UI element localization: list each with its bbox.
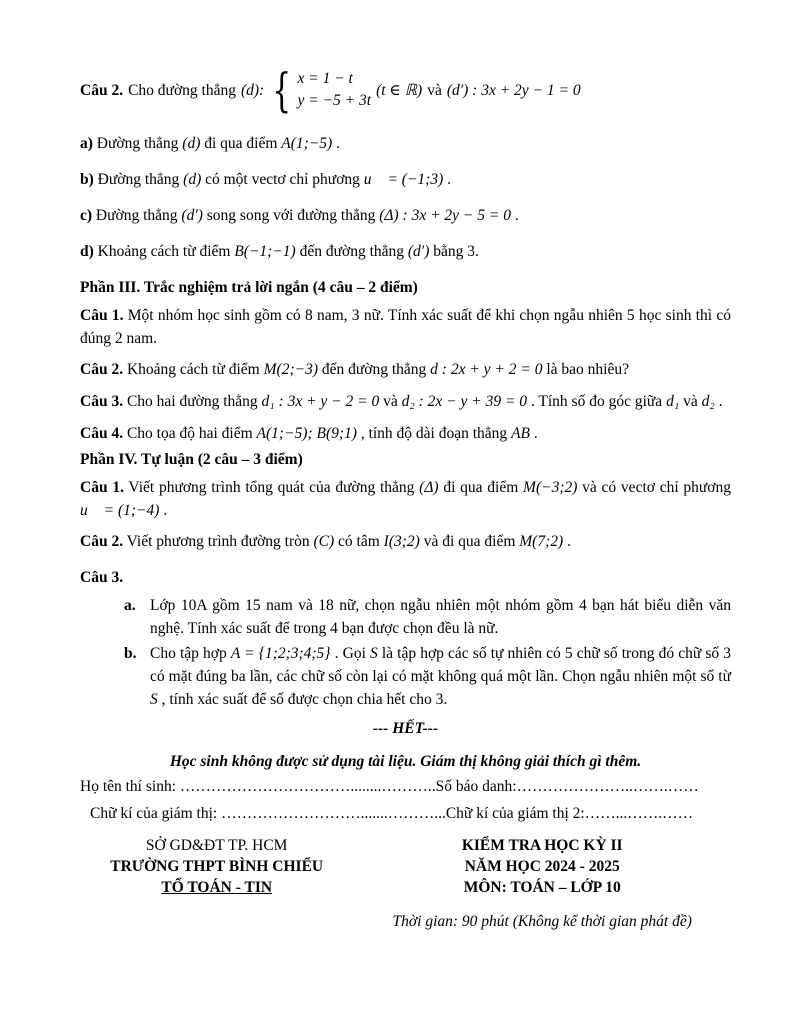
- item-a-text: Lớp 10A gồm 15 nam và 18 nữ, chọn ngẫu nhiên một nhóm gồm 4 bạn hát biểu diễn văn nghệ. Tính xác suất để trong 4 bạn được chọn đều là nữ.: [150, 597, 731, 637]
- equation-x: x = 1 − t: [297, 70, 353, 87]
- line-d-label: (d):: [240, 81, 265, 99]
- exam-title: KIỂM TRA HỌC KỲ II: [461, 837, 623, 854]
- item-marker-b: b.: [124, 645, 137, 662]
- statement-b: b) Đường thẳng (d) có một vectơ chỉ phương u⃗ = (−1;3) .: [80, 171, 451, 188]
- exam-info-column: [353, 835, 731, 932]
- school-info-column: [80, 835, 353, 932]
- part4-question-3-label: Câu 3.: [80, 569, 124, 586]
- part4-question-3b: [80, 642, 731, 711]
- equation-y: y = −5 + 3t: [297, 92, 372, 109]
- exam-duration: Thời gian: 90 phút (Không kể thời gian phát đề): [392, 913, 692, 930]
- footer-identification-block: [80, 835, 731, 932]
- end-of-exam-mark: --- HẾT---: [372, 720, 439, 737]
- part4-question-3a: [80, 594, 731, 640]
- department-name: SỞ GD&ĐT TP. HCM: [145, 837, 288, 854]
- school-name: TRƯỜNG THPT BÌNH CHIỂU: [110, 858, 324, 875]
- exam-school-year: NĂM HỌC 2024 - 2025: [464, 858, 620, 875]
- line-dprime-equation: (d′) : 3x + 2y − 1 = 0: [446, 81, 581, 99]
- part4-question-1: Câu 1. Viết phương trình tổng quát của đường thẳng (Δ) đi qua điểm M(−3;2) và có vectơ chỉ phương u⃗ = (1;−4) .: [80, 479, 731, 519]
- exam-notice: Học sinh không được sử dụng tài liệu. Giám thị không giải thích gì thêm.: [169, 753, 642, 770]
- subject-group-name: TỔ TOÁN - TIN: [161, 879, 273, 896]
- question-label: Câu 2.: [80, 81, 124, 99]
- statement-d: d) Khoảng cách từ điểm B(−1;−1) đến đường thẳng (d′) bằng 3.: [80, 243, 479, 260]
- statement-c: c) Đường thẳng (d′) song song với đường thẳng (Δ) : 3x + 2y − 5 = 0 .: [80, 207, 519, 224]
- conjunction-text: và: [427, 81, 442, 99]
- equation-system: [297, 68, 371, 112]
- part3-question-2: Câu 2. Khoảng cách từ điểm M(2;−3) đến đường thẳng d : 2x + y + 2 = 0 là bao nhiêu?: [80, 361, 629, 378]
- part4-question-2: Câu 2. Viết phương trình đường tròn (C) có tâm I(3;2) và đi qua điểm M(7;2) .: [80, 533, 571, 550]
- item-marker-a: a.: [124, 597, 136, 614]
- item-b-text: Cho tập hợp A = {1;2;3;4;5} . Gọi S là tập hợp các số tự nhiên có 5 chữ số trong đó chữ số 3 có mặt đúng ba lần, các chữ số còn lại có mặt không quá một lần. Chọn ngẫu nhiên một số từ S , tính xác suất để số được chọn chia hết cho 3.: [150, 645, 731, 708]
- part3-question-4: Câu 4. Cho tọa độ hai điểm A(1;−5); B(9;1) , tính độ dài đoạn thẳng AB .: [80, 425, 538, 442]
- part2-question-2-header: [80, 62, 731, 118]
- system-brace: {: [272, 63, 292, 117]
- statement-a: a) Đường thẳng (d) đi qua điểm A(1;−5) .: [80, 135, 340, 152]
- question-intro-text: Cho đường thẳng: [128, 81, 236, 99]
- student-name-fill-line: Họ tên thí sinh: ……………………………........………..Số báo danh:…………………..…….……: [80, 778, 699, 795]
- exam-subject-grade: MÔN: TOÁN – LỚP 10: [463, 879, 621, 896]
- proctor-signature-fill-line: Chữ kí của giám thị: ……………………….......………...Chữ kí của giám thị 2:……...…….……: [90, 805, 694, 822]
- part3-question-3: Câu 3. Cho hai đường thẳng d₁ : 3x + y − 2 = 0 và d₂ : 2x − y + 39 = 0 . Tính số đo góc giữa d₁ và d₂ .: [80, 393, 723, 410]
- part4-header: Phần IV. Tự luận (2 câu – 3 điểm): [80, 451, 303, 468]
- part3-question-1: Câu 1. Một nhóm học sinh gồm có 8 nam, 3 nữ. Tính xác suất để khi chọn ngẫu nhiên 5 học sinh thì có đúng 2 nam.: [80, 307, 731, 347]
- part3-header: Phần III. Trắc nghiệm trả lời ngắn (4 câu – 2 điểm): [80, 279, 418, 296]
- t-domain: (t ∈ ℝ): [376, 81, 423, 99]
